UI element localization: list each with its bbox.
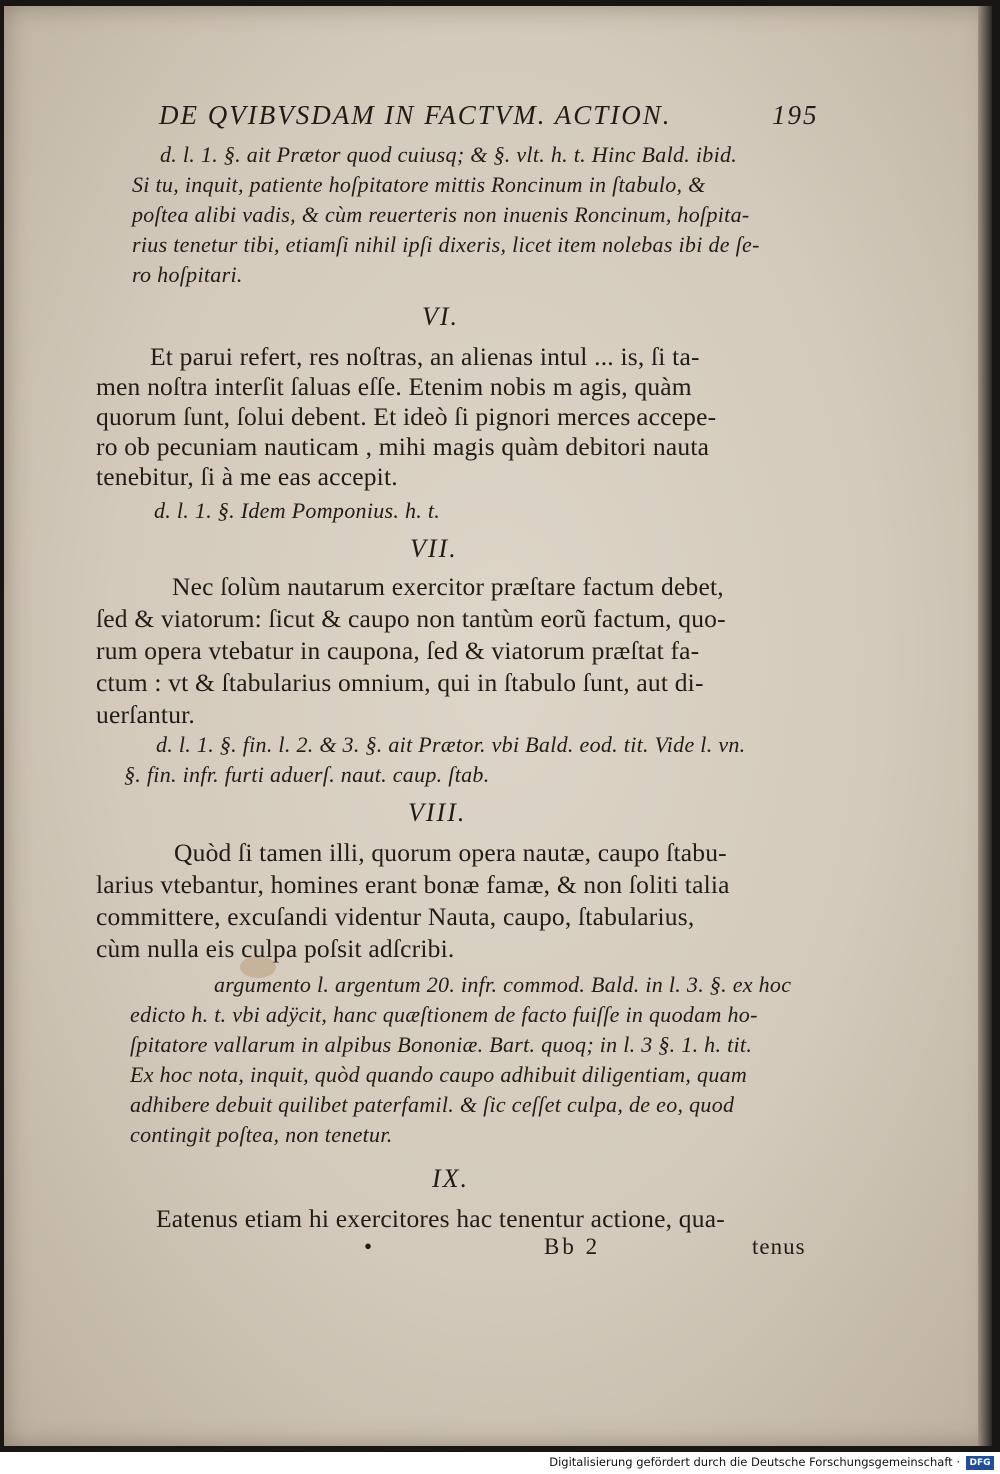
text-line: poſtea alibi vadis, & cùm reuerteris non inuenis Roncinum, hoſpita- <box>132 202 750 227</box>
text-line: ro hoſpitari. <box>132 262 243 287</box>
text-line: Eatenus etiam hi exercitores hac tenentur actione, qua- <box>156 1204 725 1233</box>
text-line: Nec ſolùm nautarum exercitor præſtare factum debet, <box>172 572 724 601</box>
footer-dot: • <box>364 1234 376 1259</box>
book-page <box>4 6 992 1446</box>
text-line: larius vtebantur, homines erant bonæ famæ, & non ſoliti talia <box>96 870 730 899</box>
section-number: VII. <box>410 534 458 563</box>
text-line: ro ob pecuniam nauticam , mihi magis quàm debitori nauta <box>96 432 710 461</box>
text-line: tenebitur, ſi à me eas accepit. <box>96 462 398 491</box>
section-number: IX. <box>432 1164 470 1193</box>
funding-banner <box>0 1452 1000 1474</box>
text-line: ſed & viatorum: ſicut & caupo non tantùm eorũ factum, quo- <box>96 604 726 633</box>
text-line: d. l. 1. §. Idem Pomponius. h. t. <box>154 498 441 523</box>
section-number: VI. <box>422 302 460 331</box>
text-line: men noſtra interſit ſaluas eſſe. Etenim nobis m agis, quàm <box>96 372 692 401</box>
text-line: argumento l. argentum 20. infr. commod. Bald. in l. 3. §. ex hoc <box>214 972 792 997</box>
text-line: edicto h. t. vbi adÿcit, hanc quæſtionem de facto fuiſſe in quodam ho- <box>130 1002 758 1027</box>
banner-text: Digitalisierung gefördert durch die Deutsche Forschungsgemeinschaft · <box>549 1455 960 1469</box>
text-line: cùm nulla eis culpa poſsit adſcribi. <box>96 934 455 963</box>
text-line: committere, excuſandi videntur Nauta, caupo, ſtabularius, <box>96 902 695 931</box>
text-line: rius tenetur tibi, etiamſi nihil ipſi dixeris, licet item nolebas ibi de ſe- <box>132 232 760 257</box>
section-number: VIII. <box>408 798 467 827</box>
text-line: ſpitatore vallarum in alpibus Bononiæ. Bart. quoq; in l. 3 §. 1. h. tit. <box>130 1032 753 1057</box>
catchword: tenus <box>752 1234 806 1259</box>
text-line: d. l. 1. §. fin. l. 2. & 3. §. ait Prætor. vbi Bald. eod. tit. Vide l. vn. <box>156 732 746 757</box>
page-number: 195 <box>772 100 819 130</box>
running-title: DE QVIBVSDAM IN FACTVM. ACTION. <box>159 100 672 130</box>
text-line: uerſantur. <box>96 700 196 729</box>
text-line: Quòd ſi tamen illi, quorum opera nautæ, caupo ſtabu- <box>174 838 727 867</box>
page-edge <box>978 6 992 1446</box>
text-line: §. fin. infr. furti aduerſ. naut. caup. ſtab. <box>124 762 490 787</box>
text-line: ctum : vt & ſtabularius omnium, qui in ſtabulo ſunt, aut di- <box>96 668 704 697</box>
text-line: contingit poſtea, non tenetur. <box>130 1122 393 1147</box>
text-line: adhibere debuit quilibet paterfamil. & ſic ceſſet culpa, de eo, quod <box>130 1092 735 1117</box>
text-line: Ex hoc nota, inquit, quòd quando caupo adhibuit diligentiam, quam <box>130 1062 748 1087</box>
text-line: rum opera vtebatur in caupona, ſed & viatorum præſtat fa- <box>96 636 700 665</box>
text-line: Si tu, inquit, patiente hoſpitatore mittis Roncinum in ſtabulo, & <box>132 172 706 197</box>
signature-mark: Bb 2 <box>544 1234 601 1259</box>
text-line: Et parui refert, res noſtras, an alienas intul ... is, ſi ta- <box>150 342 700 371</box>
text-line: quorum ſunt, ſolui debent. Et ideò ſi pignori merces accepe- <box>96 402 717 431</box>
text-line: d. l. 1. §. ait Prætor quod cuiusq; & §. vlt. h. t. Hinc Bald. ibid. <box>160 142 738 167</box>
dfg-logo-icon[interactable]: DFG <box>966 1456 994 1470</box>
